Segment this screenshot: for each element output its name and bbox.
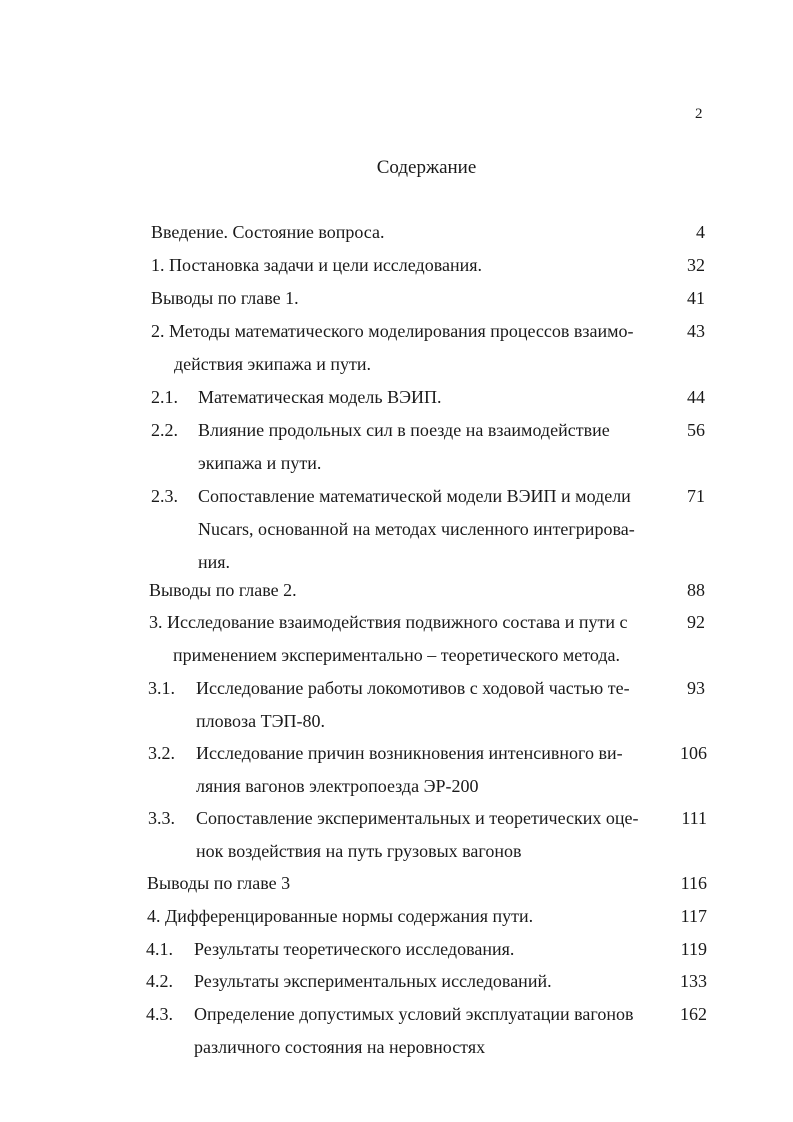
toc-entry-page: 92 — [687, 612, 705, 632]
toc-entry-text: Определение допустимых условий эксплуатации вагонов — [194, 1004, 634, 1024]
toc-entry — [0, 381, 793, 414]
toc-entry-text: Исследование причин возникновения интенсивного ви- — [196, 743, 623, 763]
toc-entry-text: Nucars, основанной на методах численного интегрирова- — [198, 519, 635, 539]
toc-entry-page: 111 — [681, 808, 707, 828]
toc-entry-page: 117 — [680, 906, 707, 926]
page-number: 2 — [695, 106, 703, 122]
toc-entry-text: Сопоставление экспериментальных и теоретических оце- — [196, 808, 639, 828]
toc-entry-page: 106 — [680, 743, 707, 763]
toc-entry-number: 2.1. — [151, 387, 178, 407]
toc-entry-text: ляния вагонов электропоезда ЭР-200 — [196, 776, 479, 796]
toc-entry-text: Выводы по главе 3 — [147, 873, 291, 893]
toc-entry — [0, 998, 793, 1064]
toc-entry-text: Введение. Состояние вопроса. — [151, 222, 385, 242]
toc-entry-page: 43 — [687, 321, 705, 341]
toc-entry-text: ния. — [198, 552, 231, 572]
toc-entry-number: 3.2. — [148, 743, 175, 763]
toc-entry-number: 3.3. — [148, 808, 175, 828]
toc-entry-page: 88 — [687, 580, 705, 600]
toc-entry-number: 2.3. — [151, 486, 178, 506]
toc-entry — [0, 480, 793, 579]
toc-entry-text: применением экспериментально – теоретического метода. — [173, 645, 620, 665]
toc-entry-text: 4. Дифференцированные нормы содержания пути. — [147, 906, 534, 926]
toc-entry — [0, 249, 793, 282]
toc-entry-page: 116 — [680, 873, 707, 893]
toc-entry-text: действия экипажа и пути. — [174, 354, 371, 374]
toc-entry-text: Сопоставление математической модели ВЭИП и модели — [198, 486, 631, 506]
toc-entry-number: 4.1. — [146, 939, 173, 959]
toc-entry — [0, 672, 793, 738]
toc-entry-text: Выводы по главе 1. — [151, 288, 299, 308]
toc-entry-text: Влияние продольных сил в поезде на взаимодействие — [198, 420, 610, 440]
toc-entry-number: 2.2. — [151, 420, 178, 440]
toc-entry-text: Математическая модель ВЭИП. — [198, 387, 442, 407]
toc-entry — [0, 606, 793, 672]
toc-entry-page: 133 — [680, 971, 707, 991]
toc-entry-text: Результаты экспериментальных исследований. — [194, 971, 552, 991]
toc-entry — [0, 414, 793, 480]
toc-entry — [0, 802, 793, 868]
toc-entry — [0, 965, 793, 998]
toc-entry-text: Результаты теоретического исследования. — [194, 939, 515, 959]
toc-entry-number: 4.3. — [146, 1004, 173, 1024]
toc-entry — [0, 933, 793, 966]
toc-entry — [0, 315, 793, 381]
toc-entry-page: 93 — [687, 678, 705, 698]
toc-entry-number: 3.1. — [148, 678, 175, 698]
toc-entry — [0, 282, 793, 315]
toc-entry-text: экипажа и пути. — [198, 453, 322, 473]
toc-entry-text: нок воздействия на путь грузовых вагонов — [196, 841, 522, 861]
toc-entry — [0, 216, 793, 249]
toc-entry-page: 162 — [680, 1004, 707, 1024]
toc-entry-number: 4.2. — [146, 971, 173, 991]
toc-entry-page: 56 — [687, 420, 705, 440]
toc-entry — [0, 900, 793, 933]
page-title: Содержание — [376, 157, 477, 178]
toc-entry-text: Исследование работы локомотивов с ходовой частью те- — [196, 678, 630, 698]
toc-entry — [0, 867, 793, 900]
toc-entry — [0, 737, 793, 803]
toc-entry-page: 41 — [687, 288, 705, 308]
toc-entry-text: пловоза ТЭП-80. — [196, 711, 325, 731]
toc-entry-text: 3. Исследование взаимодействия подвижного состава и пути с — [149, 612, 628, 632]
toc-entry-text: Выводы по главе 2. — [149, 580, 297, 600]
toc-entry-text: 2. Методы математического моделирования процессов взаимо- — [151, 321, 634, 341]
toc-entry-page: 44 — [687, 387, 705, 407]
toc-entry-page: 71 — [687, 486, 705, 506]
toc-entry-page: 4 — [696, 222, 705, 242]
toc-entry-text: 1. Постановка задачи и цели исследования. — [151, 255, 482, 275]
toc-entry-text: различного состояния на неровностях — [194, 1037, 486, 1057]
toc-entry-page: 119 — [680, 939, 707, 959]
toc-entry — [0, 574, 793, 607]
toc-entry-page: 32 — [687, 255, 705, 275]
